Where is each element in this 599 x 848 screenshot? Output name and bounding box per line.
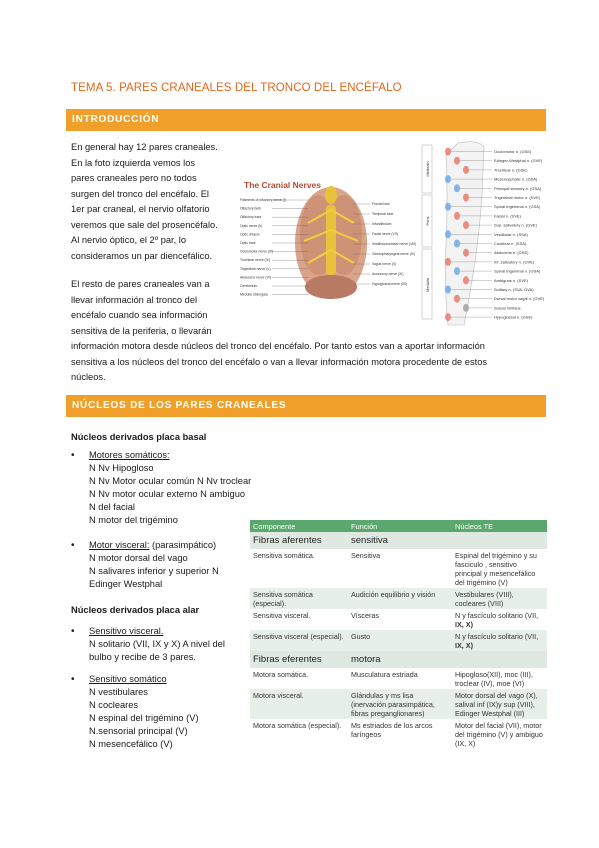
table-cell: Sensitiva somática. (250, 549, 348, 588)
nucleus-label: Spinal trigeminal n. (GSA) (494, 268, 541, 274)
nucleus-label: Facial n. (SVE) (494, 213, 521, 219)
nucleus-label: Abducens n. (GSE) (494, 250, 529, 256)
table-cell: N y fascículo solitario (VII, IX, X) (452, 630, 547, 651)
nucleus-label: Solitary n. (SVA, GVA) (494, 287, 534, 292)
table-cell: Sensitiva (348, 549, 452, 588)
nucleus-marker (463, 194, 469, 202)
table-cell: Sensitiva somática (especial). (250, 588, 348, 609)
table-group-row (250, 651, 547, 668)
list-item: N Nv motor ocular externo N ambiguo (89, 489, 246, 499)
list-item: N motor dorsal del vago (89, 553, 188, 563)
figure-label: Temporal lobe (372, 212, 394, 216)
nucleus-label: Spinal trigeminal n. (GSA) (494, 204, 541, 210)
intro-paragraph-3: información motora desde núcleos del tronco del encéfalo. Por tanto estos van a aportar información sensitiva a los núcleos del tronco del encéfalo o van a llevar información motora procedente de estos núcleos. (71, 341, 488, 382)
table-cell: Sensitiva visceral (especial). (250, 630, 348, 651)
nucleus-marker (445, 175, 451, 183)
nucleus-marker (463, 221, 469, 229)
intro-paragraph-2: El resto de pares craneales van a llevar información al tronco del encéfalo cuando sea información sensitiva de la periferia, o llevarán (71, 279, 212, 336)
figure-cranial-nerves-title: The Cranial Nerves (244, 180, 322, 190)
basal-motores-somaticos (71, 449, 251, 527)
nucleus-label: Sulcus limitans (494, 305, 521, 311)
nucleus-label: Oculomotor n. (GSE) (494, 149, 532, 154)
table-cell: Motora somática. (250, 668, 348, 689)
figure-label: Facial nerve (VII) (372, 232, 398, 236)
table-cell: Espinal del trigémino y su fasciculo , sensitivo principal y mesencefálico del trigémino (V) (452, 549, 547, 588)
list-item: N solitario (VII, IX y X) A nivel del (89, 639, 225, 649)
table-cell: Vestibulares (VIII), cocleares (VIII) (452, 588, 547, 609)
bullet-dot: • (71, 540, 75, 551)
nucleus-marker (445, 230, 451, 238)
figure-label: Olfactory tract (240, 215, 262, 220)
nucleus-label: Dorsal motor vagal n. (GVE) (494, 296, 545, 302)
nucleus-label: Hypoglossal n. (GSE) (494, 314, 533, 320)
list-item: N mesencefálico (V) (89, 739, 173, 749)
table-header-row (250, 520, 547, 532)
table-cell: Hipogloso(XII), moc (III), troclear (IV), moe (VI) (452, 668, 547, 689)
group-title: Sensitivo visceral. (89, 626, 164, 636)
table-cell: Motora visceral. (250, 689, 348, 719)
intro-paragraph-1: En general hay 12 pares craneales. En la foto izquierda vemos los pares craneales pero no todos surgen del tronco del encéfalo. El 1er par craneal, el nervio olfatorio veremos que sale del prosencéfalo. Al nervio óptico, el 2º par, lo consideramos un par diencefálico. (71, 142, 218, 261)
table-cell: Ms estriados de los arcos faríngeos (348, 719, 452, 749)
figure-label: Optic nerve (II) (240, 223, 263, 228)
region-label: Pons (425, 216, 430, 226)
table-cell: Fibras aferentes (250, 532, 348, 549)
list-item: N cocleares (89, 700, 139, 710)
figure-label: Abducens nerve (VI) (240, 275, 271, 280)
table-cell (452, 532, 547, 549)
figure-label: Oculomotor nerve (III) (240, 249, 273, 254)
group-title: Motores somáticos: (89, 450, 170, 460)
components-table (250, 520, 547, 749)
table-cell: N y fascículo solitario (VII, IX, X) (452, 609, 547, 630)
region-label: Medulla (425, 277, 430, 293)
table-cell: Motora somática (especial). (250, 719, 348, 749)
bullet-dot: • (71, 626, 75, 637)
column-header: Función (348, 520, 452, 532)
table-row (250, 588, 547, 609)
figure-label: Filaments of olfactory nerve (I) (240, 198, 286, 202)
nucleus-label: Trigeminal motor n. (SVE) (494, 195, 541, 200)
nucleus-label: Principal sensory n. (GSA) (494, 185, 542, 191)
nucleus-marker (445, 258, 451, 266)
nucleus-label: Inf. salivatory n. (GVE) (494, 259, 535, 265)
figure-label: Infundibulum (372, 222, 392, 226)
nucleus-label: Trochlear n. (GSE) (494, 167, 528, 173)
nucleus-marker (463, 304, 469, 312)
nucleus-marker (454, 267, 460, 275)
table-group-row (250, 532, 547, 549)
table-cell: motora (348, 651, 452, 668)
list-item: N Nv Motor ocular común N Nv troclear (89, 476, 252, 486)
table-cell: Sensitiva visceral. (250, 609, 348, 630)
table-cell: Musculatura estriada (348, 668, 452, 689)
list-item: N salivares inferior y superior N (89, 566, 219, 576)
nucleus-label: Vestibular n. (SSA) (494, 231, 528, 237)
nucleus-label: Ambiguus n. (SVE) (494, 277, 529, 283)
table-cell: Vísceras (348, 609, 452, 630)
nucleus-label: Mesencephalic n. (GSA) (494, 176, 538, 182)
column-header: Componente (250, 520, 348, 532)
alar-sensitivo-somatico (71, 673, 199, 751)
nucleus-label: Cochlear n. (SSA) (494, 241, 527, 246)
nucleus-marker (454, 295, 460, 303)
nucleus-label: Sup. salivatory n. (GVE) (494, 222, 537, 228)
figure-label: Medulla oblongata (240, 292, 268, 297)
nucleus-marker (454, 240, 460, 248)
list-item: N del facial (89, 502, 135, 512)
group-title: Motor visceral: (89, 540, 150, 550)
list-item: N vestibulares (89, 687, 148, 697)
basal-motor-visceral (71, 539, 219, 591)
page-title: TEMA 5. PARES CRANEALES DEL TRONCO DEL ENCÉFALO (71, 82, 402, 94)
table-cell: Motor dorsal del vago (X), salival inf (IX)y sup (VIII), Edinger Westphal (III) (452, 689, 547, 719)
nucleus-marker (454, 212, 460, 220)
basal-heading: Núcleos derivados placa basal (71, 432, 207, 442)
figure-label: Optic tract (240, 241, 256, 245)
cranial-nerves-figure (238, 175, 420, 305)
group-suffix: (parasimpático) (149, 540, 217, 550)
figure-label: Vestibulocochlear nerve (VIII) (372, 242, 417, 246)
table-row (250, 609, 547, 630)
figure-label: Hypoglossal nerve (XII) (372, 282, 408, 286)
figure-label: Vagus nerve (X) (372, 262, 397, 266)
group-title: Sensitivo somático (89, 674, 167, 684)
section-header-nucleos: NÚCLEOS DE LOS PARES CRANEALES (66, 395, 546, 417)
list-item: bulbo y recibe de 3 pares. (89, 652, 196, 662)
bullet-dot: • (71, 674, 75, 685)
table-row (250, 668, 547, 689)
list-item: N Nv Hipogloso (89, 463, 154, 473)
column-header: Núcleos TE (452, 520, 547, 532)
table-row (250, 630, 547, 651)
nucleus-label: Edinger-Westphal n. (GVE) (494, 158, 543, 164)
nucleus-marker (445, 148, 451, 156)
figure-label: Trochlear nerve (IV) (240, 258, 271, 263)
nucleus-marker (445, 286, 451, 294)
list-item: Edinger Westphal (89, 579, 163, 589)
table-cell (452, 651, 547, 668)
region-label: Midbrain (425, 161, 430, 177)
section-header-introduccion: INTRODUCCIÓN (66, 109, 546, 131)
list-item: N.sensorial principal (V) (89, 726, 188, 736)
table-row (250, 719, 547, 749)
alar-sensitivo-visceral (71, 625, 225, 664)
table-cell: Gusto (348, 630, 452, 651)
table-cell: Motor del facial (VII), motor del trigémino (V) y ambiguo (IX, X) (452, 719, 547, 749)
nucleus-marker (445, 203, 451, 211)
table-row (250, 549, 547, 588)
figure-label: Olfactory bulb (240, 206, 261, 211)
nucleus-marker (454, 184, 460, 192)
figure-label: Glossopharyngeal nerve (IX) (372, 252, 416, 256)
table-cell: Fibras eferentes (250, 651, 348, 668)
bullet-dot: • (71, 450, 75, 461)
list-item: N motor del trigémino (89, 515, 178, 525)
figure-label: Optic chiasm (240, 232, 260, 237)
nucleus-marker (463, 249, 469, 257)
table-row (250, 689, 547, 719)
nucleus-marker (445, 313, 451, 321)
nucleus-marker (454, 157, 460, 165)
list-item: N espinal del trigémino (V) (89, 713, 199, 723)
table-cell: Glándulas y ms lisa (inervación parasimpática, fibras preganglionares) (348, 689, 452, 719)
nucleus-marker (463, 166, 469, 174)
table-cell: sensitiva (348, 532, 452, 549)
alar-heading: Núcleos derivados placa alar (71, 605, 200, 615)
figure-label: Trigeminal nerve (V) (240, 266, 271, 271)
figure-label: Accessory nerve (XI) (372, 272, 404, 276)
table-cell: Audición equilibrio y visión (348, 588, 452, 609)
brainstem-nuclei-figure (418, 135, 548, 331)
figure-label: Frontal lobe (372, 202, 390, 206)
nucleus-marker (463, 276, 469, 284)
figure-label: Cerebellum (240, 284, 258, 288)
